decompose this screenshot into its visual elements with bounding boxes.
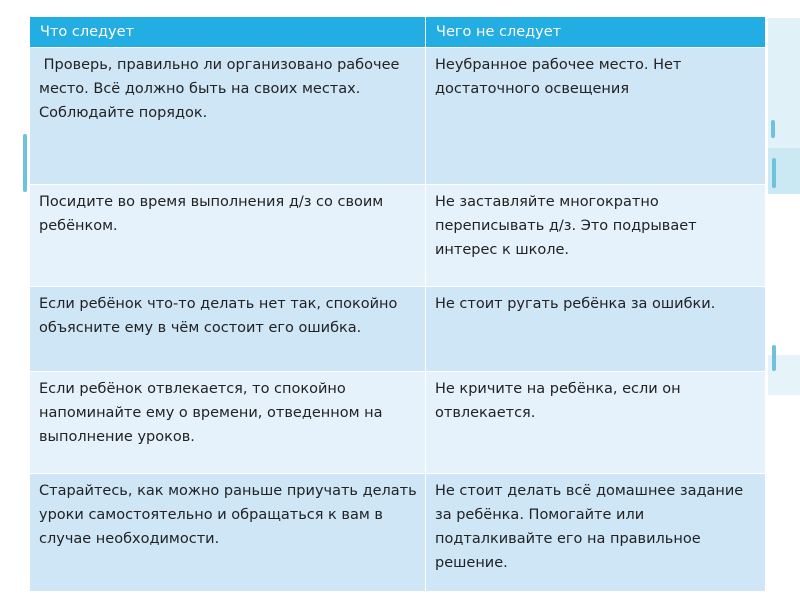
decor-dash — [23, 134, 27, 192]
cell-dont: Не заставляйте многократно переписывать д/з. Это подрывает интерес к школе. — [426, 185, 766, 287]
decor-dash — [772, 345, 776, 371]
decor-dash — [771, 120, 775, 138]
cell-do: Старайтесь, как можно раньше приучать делать уроки самостоятельно и обращаться к вам в случае необходимости. — [30, 474, 426, 592]
table-row — [30, 287, 766, 372]
cell-do: Если ребёнок что-то делать нет так, спокойно объясните ему в чём состоит его ошибка. — [30, 287, 426, 372]
cell-dont: Не стоит делать всё домашнее задание за ребёнка. Помогайте или подталкивайте его на правильное решение. — [426, 474, 766, 592]
cell-do: Проверь, правильно ли организовано рабочее место. Всё должно быть на своих местах. Соблюдайте порядок. — [30, 48, 426, 185]
table-row — [30, 372, 766, 474]
table-row — [30, 474, 766, 592]
header-dont: Чего не следует — [426, 17, 766, 48]
decor-dash — [772, 158, 776, 188]
cell-dont: Не кричите на ребёнка, если он отвлекается. — [426, 372, 766, 474]
advice-table — [29, 16, 766, 592]
cell-dont: Неубранное рабочее место. Нет достаточного освещения — [426, 48, 766, 185]
cell-dont: Не стоит ругать ребёнка за ошибки. — [426, 287, 766, 372]
header-do: Что следует — [30, 17, 426, 48]
table-header-row — [30, 17, 766, 48]
table-row — [30, 48, 766, 185]
cell-do: Если ребёнок отвлекается, то спокойно напоминайте ему о времени, отведенном на выполнение уроков. — [30, 372, 426, 474]
cell-do: Посидите во время выполнения д/з со своим ребёнком. — [30, 185, 426, 287]
table-row — [30, 185, 766, 287]
